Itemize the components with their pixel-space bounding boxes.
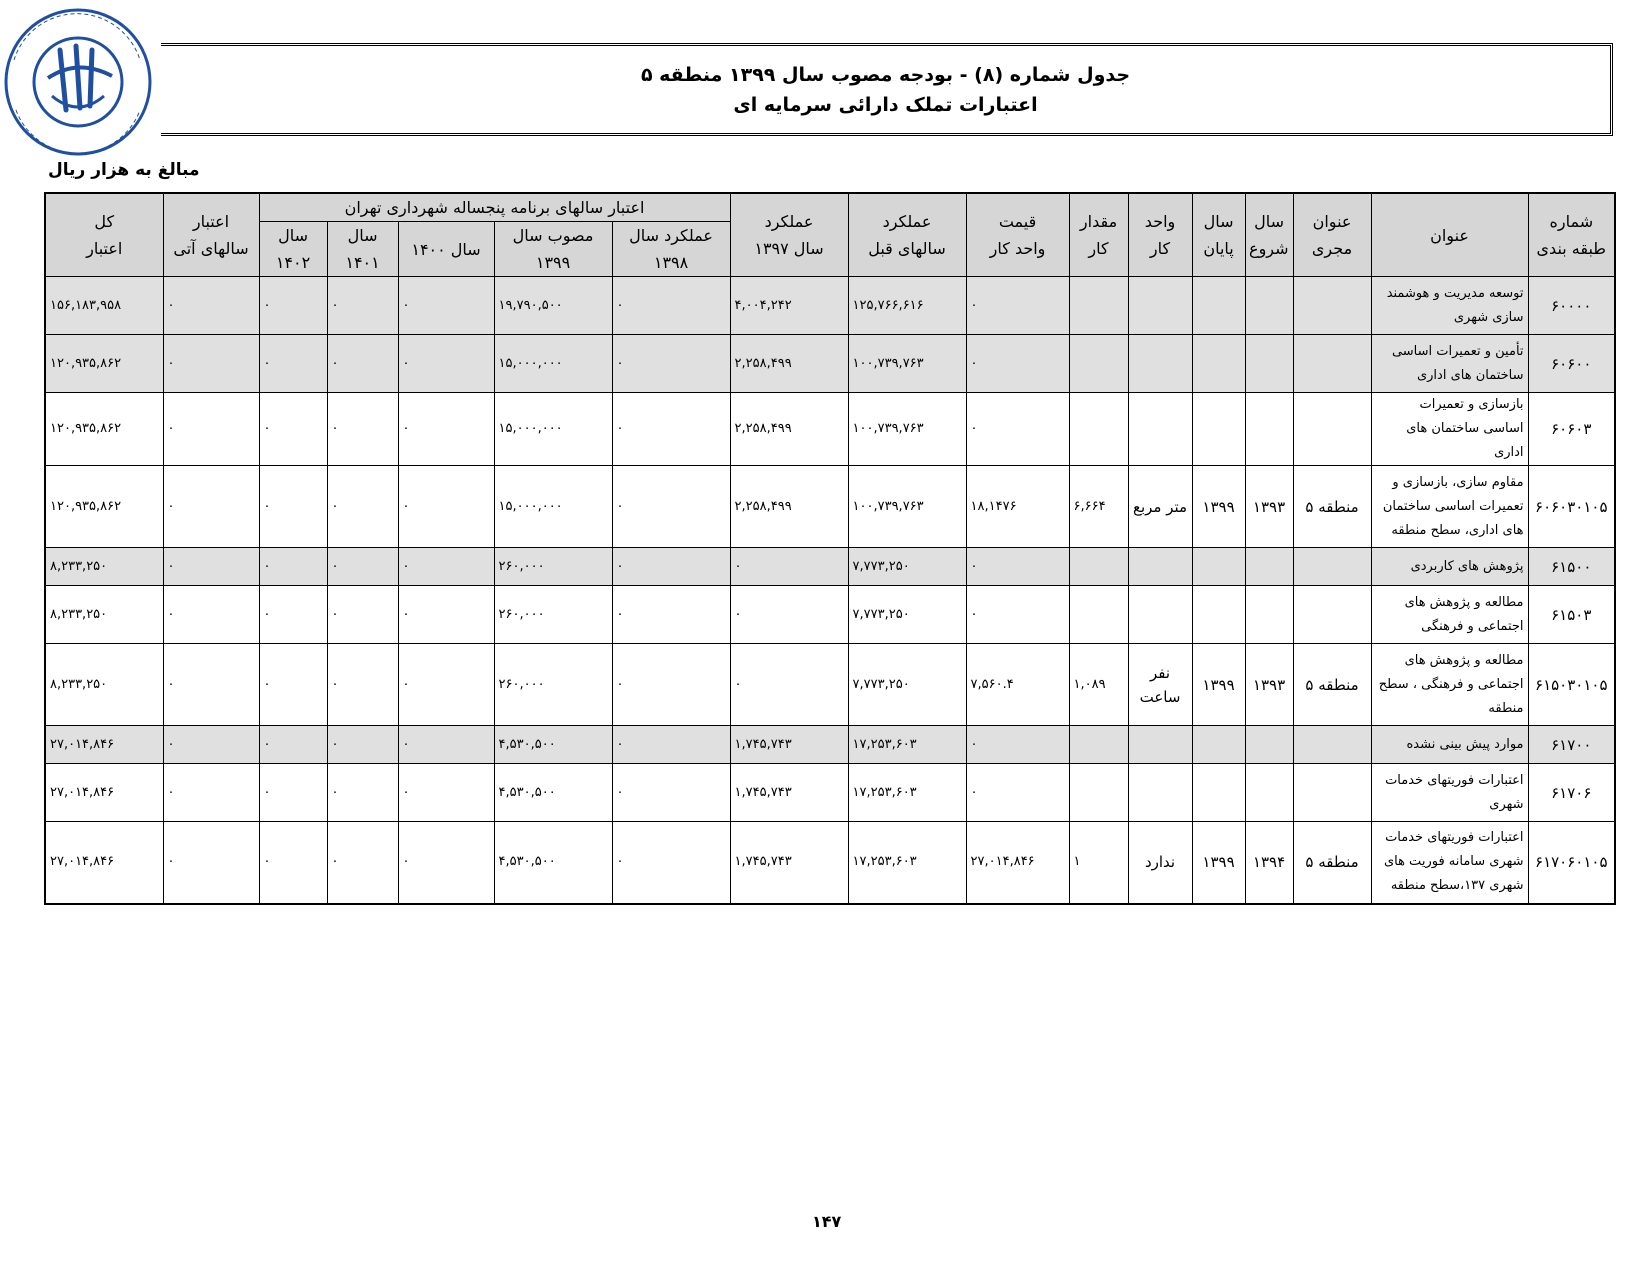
cell-total: ۲۷,۰۱۴,۸۴۶	[45, 764, 163, 822]
cell-performance-1397: ۲,۲۵۸,۴۹۹	[730, 393, 848, 466]
cell-future-years: ۰	[163, 335, 259, 393]
col-past-performance: عملکرد سالهای قبل	[848, 193, 966, 277]
cell-past-performance: ۱۰۰,۷۳۹,۷۶۳	[848, 393, 966, 466]
cell-title: پژوهش های کاربردی	[1371, 548, 1528, 586]
cell-unit-price: ۰	[966, 726, 1069, 764]
cell-code: ۶۱۷۰۶	[1528, 764, 1615, 822]
cell-code: ۶۰۶۰۳۰۱۰۵	[1528, 466, 1615, 548]
cell-executor	[1293, 277, 1371, 335]
cell-year-1400: ۰	[398, 548, 494, 586]
cell-performance-1397: ۱,۷۴۵,۷۴۳	[730, 726, 848, 764]
cell-code: ۶۰۶۰۳	[1528, 393, 1615, 466]
cell-quantity	[1069, 393, 1128, 466]
col-quantity: مقدار کار	[1069, 193, 1128, 277]
table-row	[45, 586, 1615, 644]
cell-unit-price: ۷,۵۶۰.۴	[966, 644, 1069, 726]
seal-logo	[0, 0, 160, 160]
col-year-1401: سال ۱۴۰۱	[327, 222, 398, 277]
col-end-year: سال پایان	[1192, 193, 1245, 277]
cell-performance-1397: ۰	[730, 586, 848, 644]
cell-executor	[1293, 764, 1371, 822]
cell-past-performance: ۷,۷۷۳,۲۵۰	[848, 644, 966, 726]
cell-year-1401: ۰	[327, 644, 398, 726]
cell-year-1400: ۰	[398, 335, 494, 393]
cell-unit: نفر ساعت	[1128, 644, 1192, 726]
cell-unit	[1128, 586, 1192, 644]
cell-quantity: ۱,۰۸۹	[1069, 644, 1128, 726]
cell-code: ۶۱۵۰۳۰۱۰۵	[1528, 644, 1615, 726]
col-approved-1399: مصوب سال ۱۳۹۹	[494, 222, 612, 277]
cell-total: ۸,۲۳۳,۲۵۰	[45, 586, 163, 644]
table-row	[45, 822, 1615, 904]
cell-total: ۸,۲۳۳,۲۵۰	[45, 644, 163, 726]
cell-start-year: ۱۳۹۳	[1245, 466, 1293, 548]
cell-year-1400: ۰	[398, 466, 494, 548]
cell-quantity	[1069, 335, 1128, 393]
table-row	[45, 644, 1615, 726]
cell-title: مقاوم سازی، بازسازی و تعمیرات اساسی ساختمان های اداری، سطح منطقه	[1371, 466, 1528, 548]
cell-approved-1399: ۱۵,۰۰۰,۰۰۰	[494, 335, 612, 393]
page-subtitle: اعتبارات تملک دارائی سرمایه ای	[733, 94, 1038, 116]
cell-title: موارد پیش بینی نشده	[1371, 726, 1528, 764]
cell-approved-1399: ۴,۵۳۰,۵۰۰	[494, 726, 612, 764]
cell-start-year	[1245, 548, 1293, 586]
cell-executor	[1293, 586, 1371, 644]
col-unit-price: قیمت واحد کار	[966, 193, 1069, 277]
cell-executor	[1293, 548, 1371, 586]
cell-end-year	[1192, 277, 1245, 335]
cell-future-years: ۰	[163, 548, 259, 586]
cell-performance-1397: ۲,۲۵۸,۴۹۹	[730, 335, 848, 393]
cell-year-1402: ۰	[259, 548, 327, 586]
cell-year-1400: ۰	[398, 764, 494, 822]
cell-approved-1399: ۲۶۰,۰۰۰	[494, 644, 612, 726]
table-row	[45, 764, 1615, 822]
cell-year-1400: ۰	[398, 393, 494, 466]
cell-past-performance: ۱۷,۲۵۳,۶۰۳	[848, 822, 966, 904]
cell-code: ۶۱۷۰۰	[1528, 726, 1615, 764]
cell-future-years: ۰	[163, 644, 259, 726]
cell-performance-1398: ۰	[612, 466, 730, 548]
cell-total: ۱۲۰,۹۳۵,۸۶۲	[45, 393, 163, 466]
col-title: عنوان	[1371, 193, 1528, 277]
cell-unit	[1128, 393, 1192, 466]
cell-start-year: ۱۳۹۴	[1245, 822, 1293, 904]
cell-end-year: ۱۳۹۹	[1192, 466, 1245, 548]
cell-year-1401: ۰	[327, 586, 398, 644]
cell-unit	[1128, 764, 1192, 822]
cell-code: ۶۰۰۰۰	[1528, 277, 1615, 335]
cell-unit-price: ۰	[966, 548, 1069, 586]
cell-performance-1397: ۲,۲۵۸,۴۹۹	[730, 466, 848, 548]
cell-quantity	[1069, 548, 1128, 586]
col-performance-1398: عملکرد سال ۱۳۹۸	[612, 222, 730, 277]
cell-year-1402: ۰	[259, 466, 327, 548]
cell-quantity: ۶,۶۶۴	[1069, 466, 1128, 548]
cell-end-year	[1192, 726, 1245, 764]
cell-end-year	[1192, 764, 1245, 822]
col-code: شماره طبقه بندی	[1528, 193, 1615, 277]
col-future-years: اعتبار سالهای آتی	[163, 193, 259, 277]
cell-total: ۸,۲۳۳,۲۵۰	[45, 548, 163, 586]
cell-performance-1398: ۰	[612, 277, 730, 335]
cell-past-performance: ۱۰۰,۷۳۹,۷۶۳	[848, 466, 966, 548]
cell-future-years: ۰	[163, 277, 259, 335]
col-group-five-year-program: اعتبار سالهای برنامه پنجساله شهرداری تهران	[259, 193, 730, 222]
cell-unit-price: ۰	[966, 586, 1069, 644]
cell-executor	[1293, 335, 1371, 393]
units-note: مبالغ به هزار ریال	[48, 160, 200, 180]
cell-past-performance: ۱۰۰,۷۳۹,۷۶۳	[848, 335, 966, 393]
cell-end-year	[1192, 393, 1245, 466]
cell-title: مطالعه و پژوهش های اجتماعی و فرهنگی	[1371, 586, 1528, 644]
page-title: جدول شماره (۸) - بودجه مصوب سال ۱۳۹۹ منطقه ۵	[640, 64, 1131, 86]
cell-end-year: ۱۳۹۹	[1192, 644, 1245, 726]
table-row	[45, 335, 1615, 393]
cell-future-years: ۰	[163, 393, 259, 466]
cell-year-1402: ۰	[259, 726, 327, 764]
col-performance-1397: عملکرد سال ۱۳۹۷	[730, 193, 848, 277]
cell-past-performance: ۷,۷۷۳,۲۵۰	[848, 586, 966, 644]
cell-future-years: ۰	[163, 764, 259, 822]
cell-unit-price: ۰	[966, 277, 1069, 335]
cell-approved-1399: ۴,۵۳۰,۵۰۰	[494, 822, 612, 904]
cell-quantity	[1069, 726, 1128, 764]
cell-past-performance: ۱۷,۲۵۳,۶۰۳	[848, 726, 966, 764]
cell-unit: ندارد	[1128, 822, 1192, 904]
cell-title: مطالعه و پژوهش های اجتماعی و فرهنگی ، سطح منطقه	[1371, 644, 1528, 726]
cell-past-performance: ۷,۷۷۳,۲۵۰	[848, 548, 966, 586]
cell-start-year	[1245, 277, 1293, 335]
cell-quantity: ۱	[1069, 822, 1128, 904]
cell-executor: منطقه ۵	[1293, 822, 1371, 904]
cell-executor	[1293, 726, 1371, 764]
cell-title: بازسازی و تعمیرات اساسی ساختمان های اداری	[1371, 393, 1528, 466]
col-year-1402: سال ۱۴۰۲	[259, 222, 327, 277]
col-executor: عنوان مجری	[1293, 193, 1371, 277]
cell-past-performance: ۱۷,۲۵۳,۶۰۳	[848, 764, 966, 822]
cell-code: ۶۱۵۰۳	[1528, 586, 1615, 644]
cell-unit	[1128, 277, 1192, 335]
cell-unit-price: ۲۷,۰۱۴,۸۴۶	[966, 822, 1069, 904]
col-year-1400: سال ۱۴۰۰	[398, 222, 494, 277]
col-start-year: سال شروع	[1245, 193, 1293, 277]
cell-quantity	[1069, 764, 1128, 822]
cell-year-1402: ۰	[259, 393, 327, 466]
cell-year-1401: ۰	[327, 548, 398, 586]
table-body	[45, 277, 1615, 904]
cell-title: اعتبارات فوریتهای خدمات شهری	[1371, 764, 1528, 822]
cell-approved-1399: ۲۶۰,۰۰۰	[494, 548, 612, 586]
cell-executor: منطقه ۵	[1293, 644, 1371, 726]
cell-unit-price: ۱۸,۱۴۷۶	[966, 466, 1069, 548]
cell-year-1400: ۰	[398, 586, 494, 644]
cell-future-years: ۰	[163, 822, 259, 904]
cell-code: ۶۱۵۰۰	[1528, 548, 1615, 586]
table-row	[45, 277, 1615, 335]
cell-approved-1399: ۱۵,۰۰۰,۰۰۰	[494, 466, 612, 548]
cell-performance-1398: ۰	[612, 548, 730, 586]
cell-performance-1397: ۰	[730, 644, 848, 726]
cell-future-years: ۰	[163, 586, 259, 644]
cell-year-1400: ۰	[398, 644, 494, 726]
cell-start-year: ۱۳۹۳	[1245, 644, 1293, 726]
page-number: ۱۴۷	[812, 1212, 842, 1231]
cell-future-years: ۰	[163, 726, 259, 764]
cell-year-1402: ۰	[259, 822, 327, 904]
cell-unit	[1128, 335, 1192, 393]
cell-performance-1397: ۱,۷۴۵,۷۴۳	[730, 822, 848, 904]
cell-year-1400: ۰	[398, 822, 494, 904]
cell-year-1402: ۰	[259, 764, 327, 822]
table-header	[45, 193, 1615, 277]
col-unit: واحد کار	[1128, 193, 1192, 277]
cell-performance-1398: ۰	[612, 822, 730, 904]
cell-start-year	[1245, 726, 1293, 764]
cell-year-1402: ۰	[259, 335, 327, 393]
cell-year-1401: ۰	[327, 822, 398, 904]
cell-year-1402: ۰	[259, 277, 327, 335]
table-row	[45, 548, 1615, 586]
cell-quantity	[1069, 277, 1128, 335]
cell-title: توسعه مدیریت و هوشمند سازی شهری	[1371, 277, 1528, 335]
table-row	[45, 466, 1615, 548]
table-row	[45, 393, 1615, 466]
cell-year-1401: ۰	[327, 335, 398, 393]
cell-title: تأمین و تعمیرات اساسی ساختمان های اداری	[1371, 335, 1528, 393]
cell-unit-price: ۰	[966, 764, 1069, 822]
cell-total: ۱۵۶,۱۸۳,۹۵۸	[45, 277, 163, 335]
col-total: کل اعتبار	[45, 193, 163, 277]
cell-start-year	[1245, 764, 1293, 822]
cell-start-year	[1245, 586, 1293, 644]
cell-executor: منطقه ۵	[1293, 466, 1371, 548]
cell-approved-1399: ۲۶۰,۰۰۰	[494, 586, 612, 644]
cell-performance-1398: ۰	[612, 764, 730, 822]
cell-year-1402: ۰	[259, 644, 327, 726]
cell-total: ۱۲۰,۹۳۵,۸۶۲	[45, 335, 163, 393]
cell-code: ۶۱۷۰۶۰۱۰۵	[1528, 822, 1615, 904]
cell-performance-1398: ۰	[612, 644, 730, 726]
table-row	[45, 726, 1615, 764]
cell-title: اعتبارات فوریتهای خدمات شهری سامانه فوریت های شهری ۱۳۷،سطح منطقه	[1371, 822, 1528, 904]
title-box	[161, 43, 1613, 136]
cell-unit: متر مربع	[1128, 466, 1192, 548]
cell-year-1400: ۰	[398, 726, 494, 764]
cell-performance-1398: ۰	[612, 393, 730, 466]
cell-start-year	[1245, 393, 1293, 466]
cell-performance-1398: ۰	[612, 726, 730, 764]
cell-end-year	[1192, 548, 1245, 586]
cell-performance-1397: ۱,۷۴۵,۷۴۳	[730, 764, 848, 822]
cell-end-year	[1192, 586, 1245, 644]
cell-end-year	[1192, 335, 1245, 393]
cell-performance-1398: ۰	[612, 586, 730, 644]
cell-end-year: ۱۳۹۹	[1192, 822, 1245, 904]
cell-approved-1399: ۴,۵۳۰,۵۰۰	[494, 764, 612, 822]
cell-code: ۶۰۶۰۰	[1528, 335, 1615, 393]
cell-performance-1397: ۴,۰۰۴,۲۴۲	[730, 277, 848, 335]
cell-year-1401: ۰	[327, 764, 398, 822]
cell-performance-1397: ۰	[730, 548, 848, 586]
cell-year-1401: ۰	[327, 393, 398, 466]
cell-start-year	[1245, 335, 1293, 393]
cell-total: ۲۷,۰۱۴,۸۴۶	[45, 822, 163, 904]
cell-unit	[1128, 726, 1192, 764]
cell-total: ۱۲۰,۹۳۵,۸۶۲	[45, 466, 163, 548]
cell-quantity	[1069, 586, 1128, 644]
cell-approved-1399: ۱۵,۰۰۰,۰۰۰	[494, 393, 612, 466]
cell-executor	[1293, 393, 1371, 466]
cell-year-1401: ۰	[327, 277, 398, 335]
cell-year-1401: ۰	[327, 466, 398, 548]
budget-table	[44, 192, 1616, 905]
cell-approved-1399: ۱۹,۷۹۰,۵۰۰	[494, 277, 612, 335]
cell-performance-1398: ۰	[612, 335, 730, 393]
cell-unit-price: ۰	[966, 393, 1069, 466]
cell-year-1401: ۰	[327, 726, 398, 764]
cell-unit	[1128, 548, 1192, 586]
cell-unit-price: ۰	[966, 335, 1069, 393]
cell-past-performance: ۱۲۵,۷۶۶,۶۱۶	[848, 277, 966, 335]
cell-total: ۲۷,۰۱۴,۸۴۶	[45, 726, 163, 764]
cell-future-years: ۰	[163, 466, 259, 548]
cell-year-1400: ۰	[398, 277, 494, 335]
cell-year-1402: ۰	[259, 586, 327, 644]
